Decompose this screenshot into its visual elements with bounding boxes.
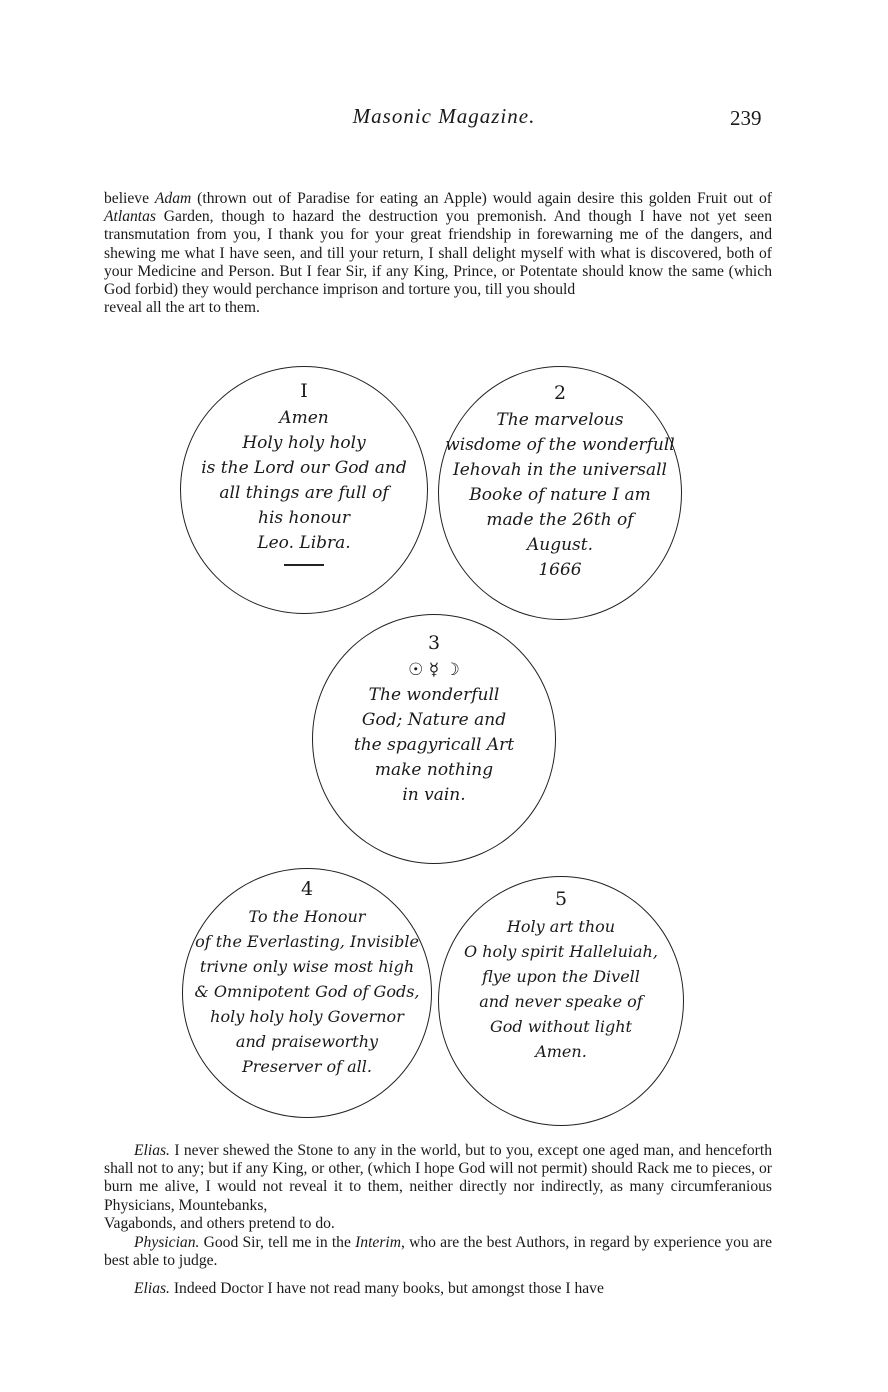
seal-circle-1	[180, 366, 428, 614]
seal-line: in vain.	[402, 785, 466, 805]
seal-line: Preserver of all.	[242, 1057, 372, 1076]
intro-paragraph	[104, 190, 772, 317]
seal-line: Iehovah in the universall	[453, 460, 667, 480]
text-run: believe	[104, 190, 155, 207]
speaker-label: Elias.	[134, 1142, 170, 1159]
dialogue-text: Good Sir, tell me in the	[199, 1234, 356, 1251]
seal-number: 4	[300, 878, 314, 900]
text-run: Garden, though to hazard the destruction you premonish. And though I have not yet seen transmutation from you, I thank you for your great friendship in forewarning me of the dangers, and shewing me what I have seen, and till your return, I shall delight myself with what is discovered, both of your Medicine and Person. But I fear Sir, if any King, Prince, or Potentate should know the same (which God forbid) they would perchance imprison and torture you, till you should	[104, 208, 772, 299]
speaker-label: Elias.	[134, 1280, 170, 1297]
dialogue-text: Vagabonds, and others pretend to do.	[104, 1214, 335, 1232]
seal-circle-4	[182, 868, 432, 1118]
name-adam: Adam	[154, 190, 192, 207]
dialogue-text: , who are the best Authors, in regard by experience you are best able to judge.	[104, 1234, 773, 1270]
seal-line: August.	[526, 535, 594, 555]
dialogue-text: Indeed Doctor I have not read many books, but amongst those I have	[169, 1280, 604, 1297]
speaker-label: Physician.	[134, 1234, 200, 1251]
seal-line: Booke of nature I am	[469, 485, 651, 505]
dialogue-physician	[104, 1234, 772, 1270]
seal-line: Amen	[279, 408, 329, 428]
seal-line: trivne only wise most high	[199, 957, 415, 976]
seal-line: and never speake of	[479, 992, 643, 1011]
seal-line: Holy holy holy	[242, 433, 366, 453]
seal-line: holy holy holy Governor	[210, 1007, 404, 1026]
seal-number: 5	[554, 888, 568, 910]
seal-line: wisdome of the wonderfull	[445, 435, 675, 455]
seal-number: 2	[553, 382, 567, 404]
seal-line: Leo. Libra.	[257, 533, 351, 553]
seal-circle-2	[438, 366, 682, 620]
text-run: (thrown out of Paradise for eating an Apple) would again desire this golden Fruit out of	[191, 190, 773, 207]
seal-line: O holy spirit Halleluiah,	[464, 942, 658, 961]
seal-line: all things are full of	[219, 483, 389, 503]
seal-line: make nothing	[374, 760, 494, 780]
seal-line: 1666	[538, 560, 582, 580]
seal-line: God without light	[490, 1017, 632, 1036]
seal-line: and praiseworthy	[235, 1032, 379, 1051]
term-interim: Interim	[355, 1234, 402, 1251]
seal-line: of the Everlasting, Invisible	[195, 932, 419, 951]
text-run: reveal all the art to them.	[104, 299, 260, 317]
seal-line: To the Honour	[248, 907, 366, 926]
seal-line: Amen.	[535, 1042, 587, 1061]
seal-line: God; Nature and	[361, 710, 507, 730]
page-number: 239	[730, 106, 762, 130]
seal-circle-3	[312, 614, 556, 864]
seal-line: flye upon the Divell	[482, 967, 640, 986]
seal-line: The marvelous	[496, 410, 624, 430]
seal-line: is the Lord our God and	[201, 458, 407, 478]
alchemical-symbols: ☉ ☿ ☽	[408, 660, 460, 680]
seal-number: 3	[427, 632, 441, 654]
seal-number: I	[300, 380, 308, 402]
seal-line: made the 26th of	[486, 510, 634, 530]
name-atlantas: Atlantas	[104, 208, 156, 226]
decorative-mark	[284, 564, 324, 566]
seal-line: his honour	[258, 508, 350, 528]
dialogue-text: I never shewed the Stone to any in the world, but to you, except one aged man, and henceforth shall not to any; but if any King, or other, (which I hope God will not permit) should Rack me to pieces, or burn me alive, I would not reveal it to them, neither directly nor indirectly, as many circumferanious Physicians, Mountebanks,	[104, 1142, 772, 1214]
seal-line: Holy art thou	[506, 917, 616, 936]
seal-line: & Omnipotent God of Gods,	[194, 982, 420, 1001]
seal-line: The wonderfull	[368, 685, 500, 705]
dialogue-elias-2	[104, 1280, 772, 1298]
seal-circle-5	[438, 876, 684, 1126]
seal-line: the spagyricall Art	[353, 735, 515, 755]
running-title: Masonic Magazine.	[352, 104, 536, 128]
dialogue-elias-1	[104, 1142, 772, 1233]
